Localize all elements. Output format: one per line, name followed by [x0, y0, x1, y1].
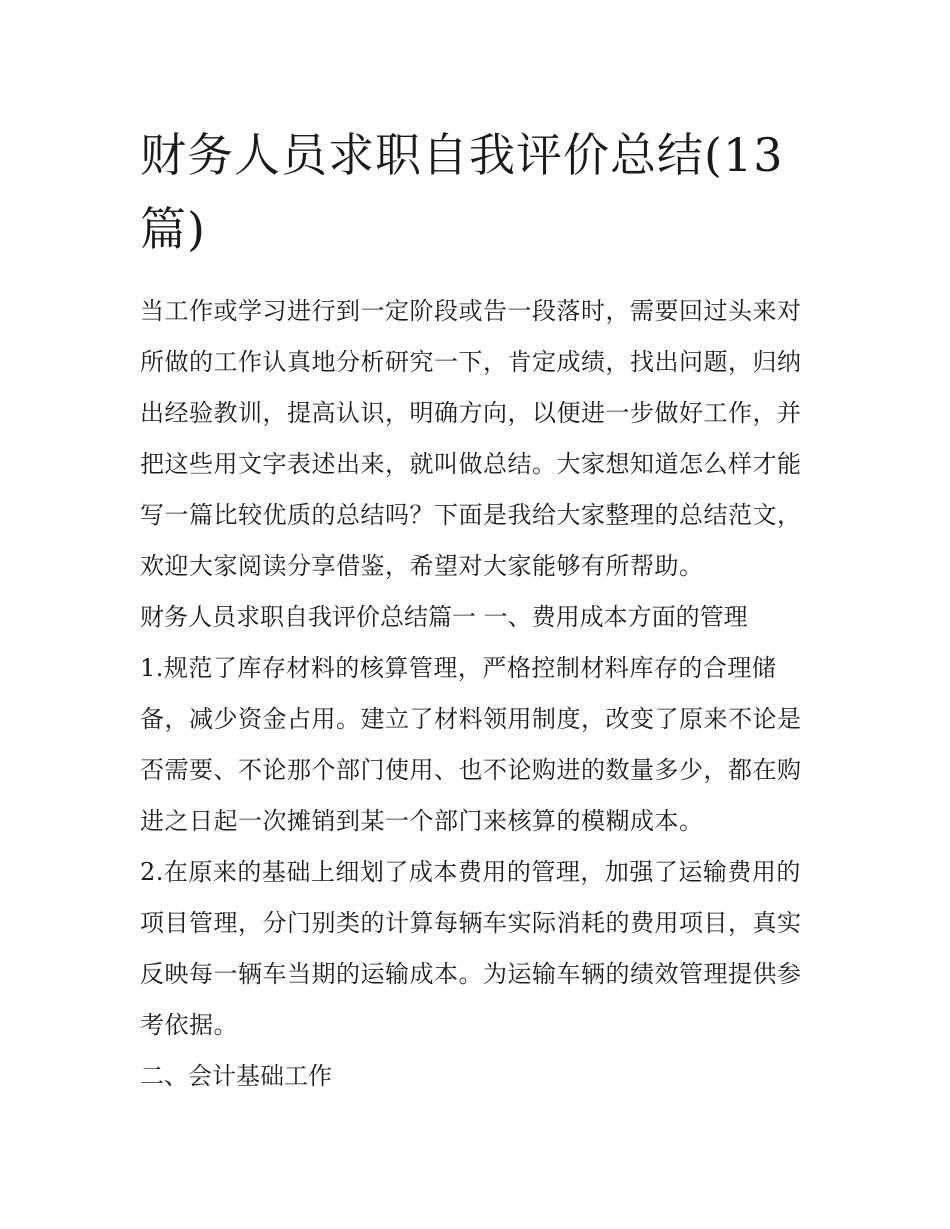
document-title: 财务人员求职自我评价总结(13篇)	[140, 128, 784, 256]
list-item-2: 2.在原来的基础上细划了成本费用的管理，加强了运输费用的项目管理，分门别类的计算每辆车实际消耗的费用项目，真实反映每一辆车当期的运输成本。为运输车辆的绩效管理提供参考依据。	[140, 858, 802, 1039]
subheading-accounting-basics: 二、会计基础工作	[140, 1062, 332, 1090]
list-item-1: 1.规范了库存材料的核算管理，严格控制材料库存的合理储备，减少资金占用。建立了材料领用制度，改变了原来不论是否需要、不论那个部门使用、也不论购进的数量多少，都在购进之日起一次摊销到某一个部门来核算的模糊成本。	[140, 654, 802, 835]
document-page	[140, 118, 816, 1102]
intro-paragraph: 当工作或学习进行到一定阶段或告一段落时，需要回过头来对所做的工作认真地分析研究一下，肯定成绩，找出问题，归纳出经验教训，提高认识，明确方向，以便进一步做好工作，并把这些用文字表述出来，就叫做总结。大家想知道怎么样才能写一篇比较优质的总结吗？下面是我给大家整理的总结范文，欢迎大家阅读分享借鉴，希望对大家能够有所帮助。	[140, 297, 802, 580]
section-heading: 财务人员求职自我评价总结篇一 一、费用成本方面的管理	[140, 603, 748, 631]
